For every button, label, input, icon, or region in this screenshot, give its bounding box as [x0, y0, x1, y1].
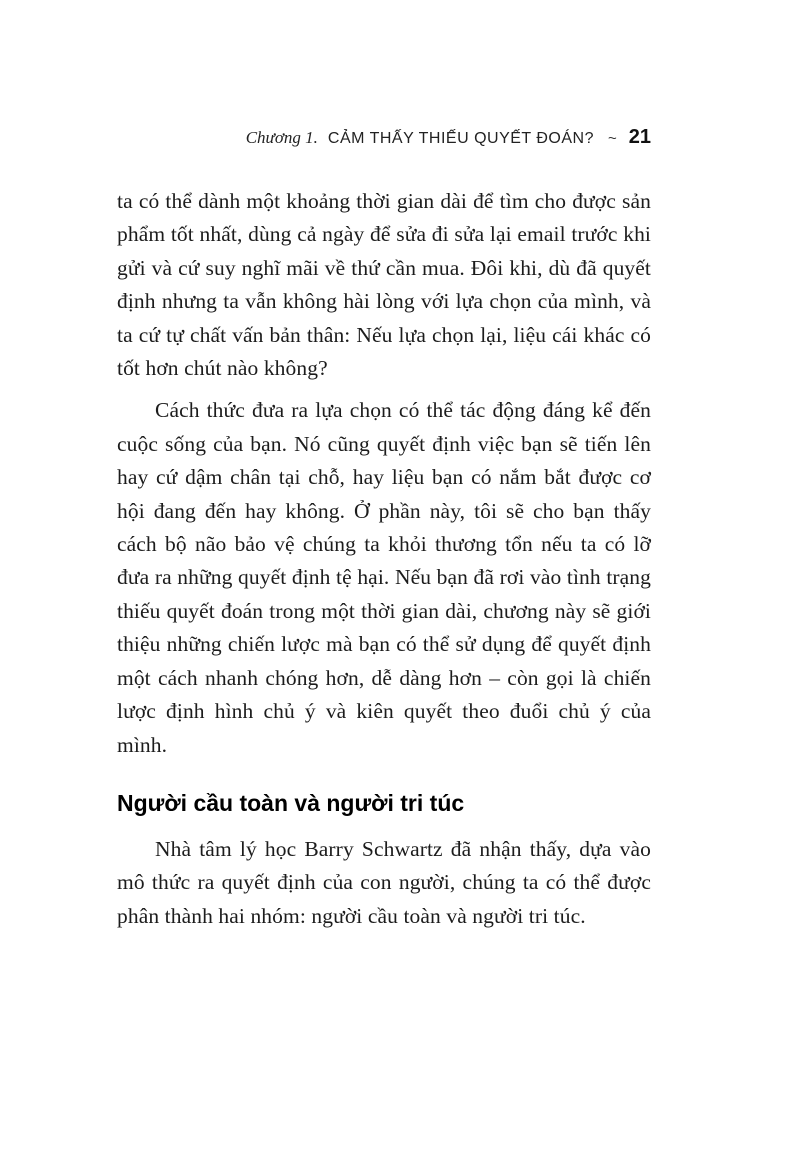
- body-paragraph: Nhà tâm lý học Barry Schwartz đã nhận thấy, dựa vào mô thức ra quyết định của con người, chúng ta có thể được phân thành hai nhóm: người cầu toàn và người tri túc.: [117, 836, 651, 928]
- chapter-label: Chương 1.: [245, 128, 318, 147]
- running-header: [117, 126, 651, 149]
- page-content: [117, 126, 651, 942]
- section-heading: Người cầu toàn và người tri túc: [117, 789, 465, 816]
- header-separator: ~: [607, 130, 617, 147]
- body-paragraph: ta có thể dành một khoảng thời gian dài để tìm cho được sản phẩm tốt nhất, dùng cả ngày để sửa đi sửa lại email trước khi gửi và cứ suy nghĩ mãi về thứ cần mua. Đôi khi, dù đã quyết định nhưng ta vẫn không hài lòng với lựa chọn của mình, và ta cứ tự chất vấn bản thân: Nếu lựa chọn lại, liệu cái khác có tốt hơn chút nào không?: [117, 189, 651, 381]
- page-number: 21: [628, 126, 651, 148]
- body-paragraph: Cách thức đưa ra lựa chọn có thể tác động đáng kể đến cuộc sống của bạn. Nó cũng quyết định việc bạn sẽ tiến lên hay cứ dậm chân tại chỗ, hay liệu bạn có nắm bắt được cơ hội đang đến hay không. Ở phần này, tôi sẽ cho bạn thấy cách bộ não bảo vệ chúng ta khỏi thương tổn nếu ta có lỡ đưa ra những quyết định tệ hại. Nếu bạn đã rơi vào tình trạng thiếu quyết đoán trong một thời gian dài, chương này sẽ giới thiệu những chiến lược mà bạn có thể sử dụng để quyết định một cách nhanh chóng hơn, dễ dàng hơn – còn gọi là chiến lược định hình chủ ý và kiên quyết theo đuổi chủ ý của mình.: [117, 398, 651, 757]
- chapter-title: CẢM THẤY THIẾU QUYẾT ĐOÁN?: [327, 130, 594, 147]
